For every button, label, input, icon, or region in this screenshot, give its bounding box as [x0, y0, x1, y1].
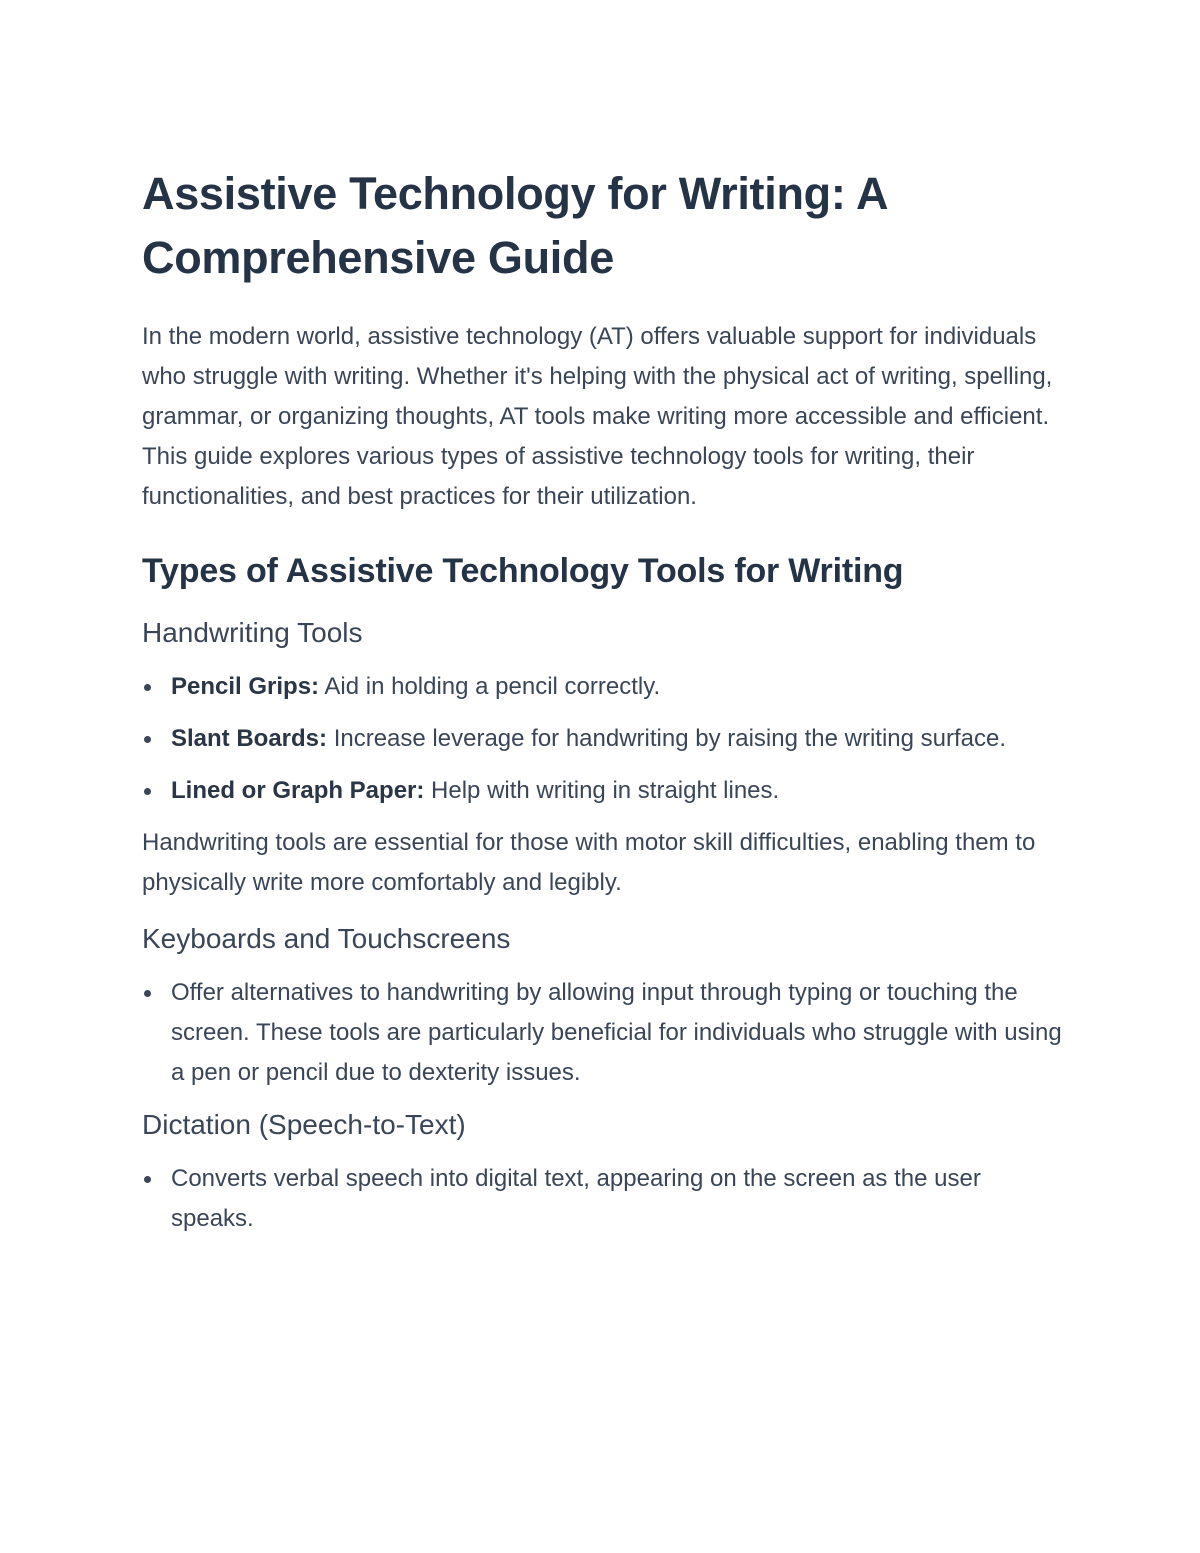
dictation-list: [142, 1159, 1062, 1239]
list-item: [142, 719, 1062, 759]
bullet-icon: [144, 684, 151, 691]
list-item: [142, 667, 1062, 707]
bullet-icon: [144, 788, 151, 795]
keyboards-list: [142, 973, 1062, 1093]
bullet-icon: [144, 990, 151, 997]
handwriting-list: [142, 667, 1062, 811]
handwriting-summary: Handwriting tools are essential for those with motor skill difficulties, enabling them to physically write more comfortably and legibly.: [142, 829, 1036, 896]
list-item-term: Slant Boards:: [171, 725, 328, 752]
dictation-heading: Dictation (Speech-to-Text): [142, 1109, 466, 1140]
keyboards-heading: Keyboards and Touchscreens: [142, 923, 511, 954]
list-item: [142, 771, 1062, 811]
list-item-text: Converts verbal speech into digital text, appearing on the screen as the user speaks.: [171, 1165, 981, 1232]
list-item-term: Pencil Grips:: [171, 673, 320, 700]
list-item: [142, 1159, 1062, 1239]
list-item-text: Increase leverage for handwriting by raising the writing surface.: [327, 725, 1007, 752]
handwriting-heading: Handwriting Tools: [142, 617, 363, 648]
list-item-text: Help with writing in straight lines.: [424, 777, 780, 804]
list-item-text: Offer alternatives to handwriting by allowing input through typing or touching the screen. These tools are particularly beneficial for individuals who struggle with using a pen or pencil due to dexterity issues.: [171, 979, 1062, 1086]
section-heading: Types of Assistive Technology Tools for Writing: [142, 552, 904, 590]
document-page: [142, 162, 1062, 1251]
list-item: [142, 973, 1062, 1093]
intro-paragraph: In the modern world, assistive technology (AT) offers valuable support for individuals who struggle with writing. Whether it's helping with the physical act of writing, spelling, grammar, or organizing thoughts, AT tools make writing more accessible and efficient. This guide explores various types of assistive technology tools for writing, their functionalities, and best practices for their utilization.: [142, 323, 1053, 510]
list-item-term: Lined or Graph Paper:: [171, 777, 425, 804]
list-item-text: Aid in holding a pencil correctly.: [319, 673, 661, 700]
bullet-icon: [144, 736, 151, 743]
bullet-icon: [144, 1176, 151, 1183]
document-title: Assistive Technology for Writing: A Comprehensive Guide: [142, 168, 887, 283]
